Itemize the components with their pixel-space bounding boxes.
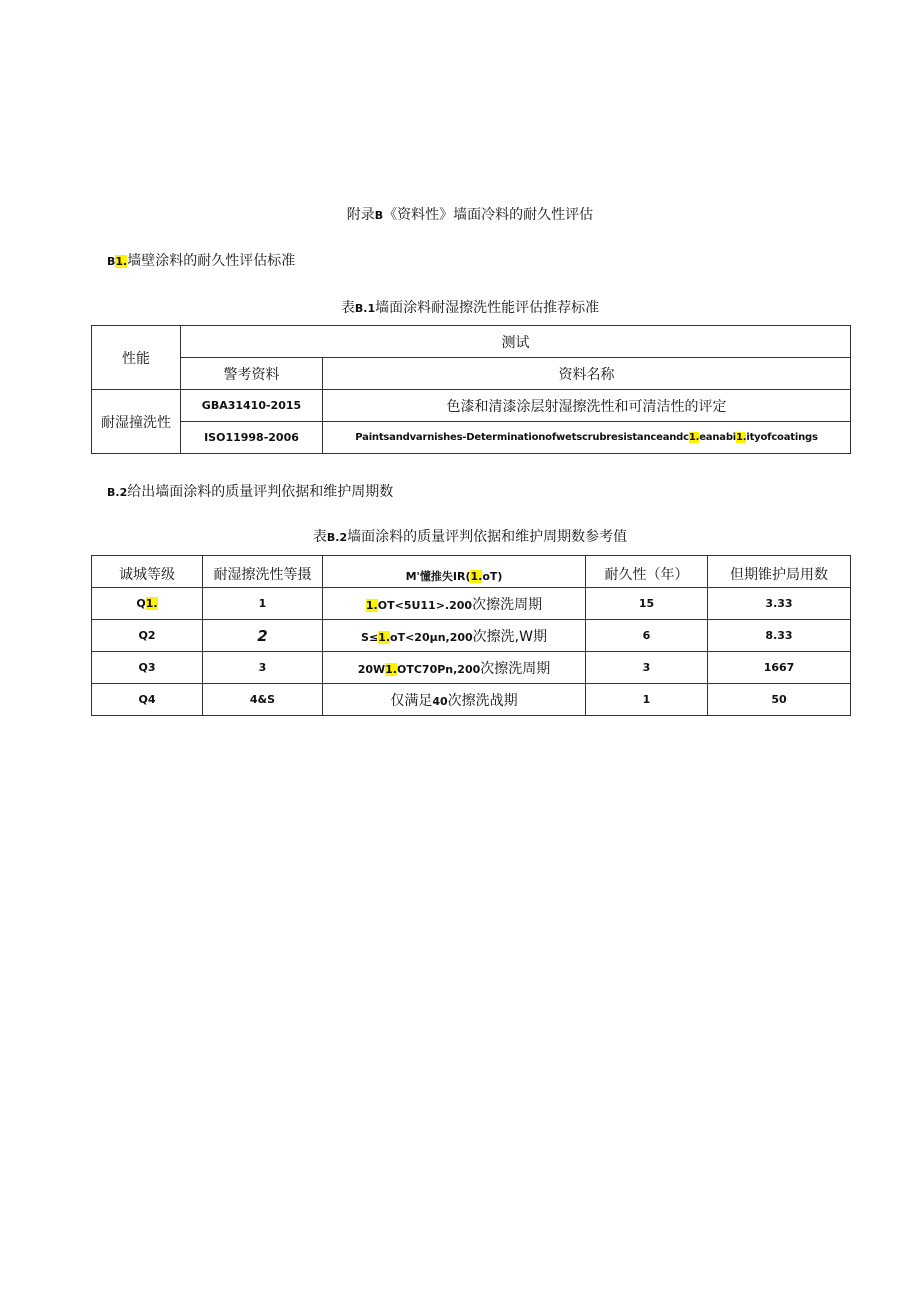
header-property: 性能 — [92, 326, 181, 390]
section-number-highlight: 1. — [115, 255, 128, 268]
criterion-prefix: S≤ — [361, 630, 379, 644]
section-heading-text: 给出墙面涂料的质量评判依据和维护周期数 — [127, 484, 394, 500]
caption-text: 墙面涂料耐湿擦洗性能评估推荐标准 — [375, 300, 600, 316]
criterion-highlight: 1. — [378, 630, 391, 644]
table-cell-name — [323, 422, 851, 454]
table-b1 — [91, 325, 851, 454]
name-highlight: 1. — [736, 432, 747, 443]
cell-criterion — [323, 620, 586, 652]
name-highlight: 1. — [688, 432, 700, 443]
row-property: 耐湿撞洗性 — [92, 390, 181, 454]
cell-wet-scrub: 2 — [203, 620, 323, 652]
header-wet-scrub-grade: 耐湿擦洗性等摄 — [203, 556, 323, 588]
cell-criterion — [323, 588, 586, 620]
cell-cycles: 1667 — [708, 652, 851, 684]
table-row — [92, 652, 851, 684]
cell-wet-scrub: 3 — [203, 652, 323, 684]
cell-grade: Q2 — [92, 620, 203, 652]
grade-highlight: 1. — [145, 597, 158, 610]
appendix-title-text: 《资料性》墙面冷料的耐久性评估 — [383, 207, 594, 223]
caption-prefix: 表 — [340, 300, 355, 316]
table-b2 — [91, 555, 851, 716]
criterion-text: 次擦洗周期 — [480, 660, 551, 677]
cell-grade — [92, 588, 203, 620]
criterion-text: 次擦洗周期 — [472, 596, 543, 613]
criterion-prefix: 仅满足 — [390, 692, 433, 709]
table-cell-code: GBA31410-2015 — [181, 390, 323, 422]
criterion-value: OTC70Pn,200 — [397, 662, 481, 676]
header-loss — [323, 556, 586, 588]
table-row — [92, 588, 851, 620]
caption-prefix: 表 — [312, 529, 327, 545]
header-grade: 诚城等级 — [92, 556, 203, 588]
appendix-title — [0, 204, 920, 224]
cell-criterion — [323, 684, 586, 716]
appendix-title-letter: B — [374, 209, 384, 222]
table-row — [92, 620, 851, 652]
table2-caption — [0, 526, 920, 546]
name-part: eanabi — [699, 432, 737, 443]
name-part: Paintsandvarnishes-Determinationofwetscrubresistanceandc — [355, 432, 689, 443]
criterion-value: OT<5U11>.200 — [377, 598, 473, 612]
criterion-value: oT<20μn,200 — [390, 630, 473, 644]
cell-wet-scrub: 1 — [203, 588, 323, 620]
section-heading-text: 墙壁涂料的耐久性评估标准 — [127, 253, 296, 269]
appendix-title-prefix: 附录 — [346, 207, 375, 223]
criterion-text: 次擦洗战期 — [447, 692, 518, 709]
cell-grade: Q4 — [92, 684, 203, 716]
criterion-highlight: 1. — [385, 662, 397, 676]
table-cell-name: 色漆和清漆涂层射湿擦洗性和可清洁性的评定 — [323, 390, 851, 422]
cell-years: 15 — [586, 588, 708, 620]
section-heading-b2 — [107, 481, 393, 501]
header-document-name: 资料名称 — [323, 358, 851, 390]
loss-highlight: 1. — [470, 570, 483, 583]
cell-years: 6 — [586, 620, 708, 652]
grade-text: Q — [136, 597, 146, 610]
section-number: B.2 — [107, 486, 128, 499]
loss-part: oT) — [482, 570, 503, 583]
cell-cycles: 50 — [708, 684, 851, 716]
criterion-text: 次擦洗,W期 — [472, 628, 547, 645]
name-part: ityofcoatings — [746, 432, 818, 443]
cell-wet-scrub: 4&S — [203, 684, 323, 716]
cell-years: 3 — [586, 652, 708, 684]
loss-part: M'懂推失IR( — [405, 570, 471, 583]
criterion-highlight: 1. — [365, 598, 378, 612]
criterion-value: 40 — [432, 694, 448, 708]
header-reference: 警考资料 — [181, 358, 323, 390]
section-heading-b1 — [107, 250, 295, 270]
header-durability: 耐久性（年） — [586, 556, 708, 588]
cell-grade: Q3 — [92, 652, 203, 684]
header-test: 测试 — [181, 326, 851, 358]
table1-caption — [0, 297, 920, 317]
header-cycles: 但期锥护局用数 — [708, 556, 851, 588]
caption-text: 墙面涂料的质量评判依据和维护周期数参考值 — [347, 529, 628, 545]
caption-number: B.1 — [354, 302, 376, 315]
table-cell-code: ISO11998-2006 — [181, 422, 323, 454]
criterion-prefix: 20W — [357, 662, 386, 676]
table-row — [92, 684, 851, 716]
cell-cycles: 8.33 — [708, 620, 851, 652]
cell-years: 1 — [586, 684, 708, 716]
cell-cycles: 3.33 — [708, 588, 851, 620]
cell-criterion — [323, 652, 586, 684]
section-number-letter: B — [107, 255, 116, 268]
caption-number: B.2 — [326, 531, 348, 544]
